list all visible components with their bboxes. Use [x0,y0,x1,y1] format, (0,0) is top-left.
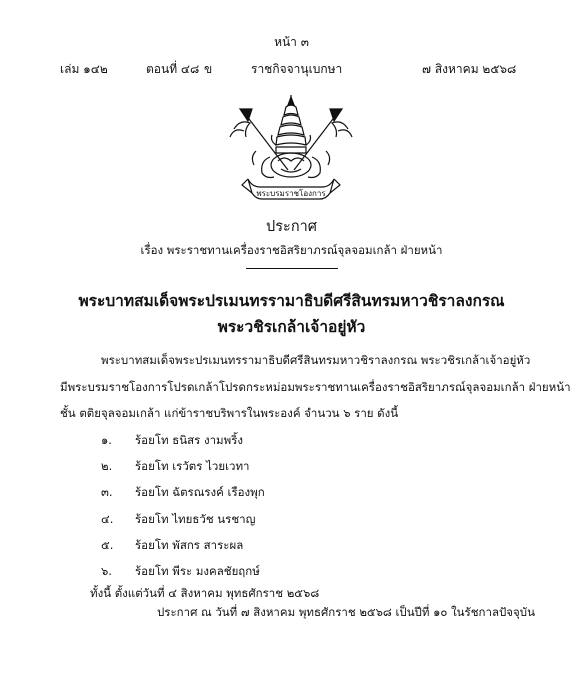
recipient-number: ๒. [101,459,113,473]
recipient-number: ๔. [101,512,114,526]
effective-date: ทั้งนี้ ตั้งแต่วันที่ ๔ สิงหาคม พุทธศักราช ๒๕๖๘ [90,586,320,600]
body-line-1: พระบาทสมเด็จพระปรเมนทรรามาธิบดีศรีสินทรมหาวชิราลงกรณ พระวชิรเกล้าเจ้าอยู่หัว [101,353,531,367]
body-line-3: ชั้น ตติยจุลจอมเกล้า แก่ข้าราชบริพารในพระองค์ จำนวน ๖ ราย ดังนี้ [60,406,399,420]
recipient-item [101,432,243,450]
recipient-name: ร้อยโท ธนิสร งามพริ้ง [135,433,243,447]
given-date: ประกาศ ณ วันที่ ๗ สิงหาคม พุทธศักราช ๒๕๖๘ เป็นปีที่ ๑๐ ในรัชกาลปัจจุบัน [157,605,535,619]
recipient-item [101,537,243,555]
recipient-item [101,511,255,529]
recipient-item [101,458,250,476]
recipient-item [101,563,260,581]
king-name-line-1: พระบาทสมเด็จพระปรเมนทรรามาธิบดีศรีสินทรมหาวชิราลงกรณ [78,292,505,310]
recipient-number: ๑. [101,433,112,447]
recipient-name: ร้อยโท พัสกร สาระผล [135,538,244,552]
announcement-subject: เรื่อง พระราชทานเครื่องราชอิสริยาภรณ์จุลจอมเกล้า ฝ่ายหน้า [140,243,443,257]
recipient-name: ร้อยโท พีระ มงคลชัยฤกษ์ [135,564,260,578]
page-number: หน้า ๓ [274,35,309,49]
recipient-item [101,484,265,502]
recipient-name: ร้อยโท ฉัตรณรงค์ เรืองพุก [135,485,265,499]
body-line-2: มีพระบรมราชโองการโปรดเกล้าโปรดกระหม่อมพระราชทานเครื่องราชอิสริยาภรณ์จุลจอมเกล้า ฝ่ายหน้า [60,380,571,394]
recipient-number: ๓. [101,485,113,499]
gazette-name: ราชกิจจานุเบกษา [251,62,343,76]
royal-cypher-emblem-icon [226,95,356,205]
recipient-name: ร้อยโท เรวัตร ไวยเวทา [135,459,250,473]
issue-date: ๗ สิงหาคม ๒๕๖๘ [422,62,517,76]
svg-text:พระบรมราชโองการ: พระบรมราชโองการ [256,189,326,198]
recipient-name: ร้อยโท ไทยธวัช นรชาญ [135,512,256,526]
part-label: ข [204,62,213,76]
volume-label: เล่ม ๑๔๒ [60,62,108,76]
issue-label: ตอนที่ ๔๘ [146,62,200,76]
announcement-title: ประกาศ [266,219,317,235]
king-name-line-2: พระวชิรเกล้าเจ้าอยู่หัว [217,318,366,336]
recipient-number: ๕. [101,538,114,552]
divider [246,268,338,269]
recipient-number: ๖. [101,564,112,578]
